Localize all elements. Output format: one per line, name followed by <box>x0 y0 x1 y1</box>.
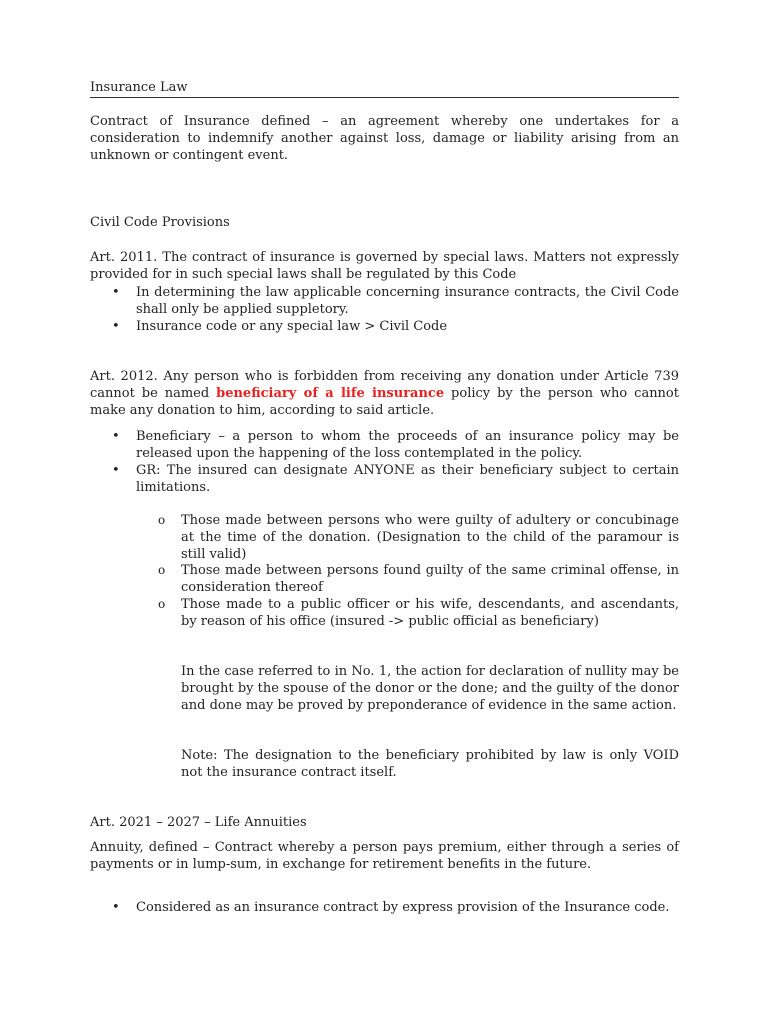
art-2012-text-before: Art. 2012. Any person who is forbidden from receiving any donation under Article 739 cannot be named <box>90 369 679 401</box>
beneficiary-definition: Beneficiary – a person to whom the proceeds of an insurance policy may be released upon the happening of the loss contemplated in the policy. <box>136 429 679 461</box>
art-2011: Art. 2011. The contract of insurance is governed by special laws. Matters not expressly provided for in such special laws shall be regulated by this Code <box>90 250 679 282</box>
bullet-icon: • <box>112 429 120 444</box>
annuities-heading: Art. 2021 – 2027 – Life Annuities <box>90 815 307 830</box>
limitation-3: Those made to a public officer or his wife, descendants, and ascendants, by reason of his office (insured -> public official as beneficiary) <box>181 597 679 629</box>
art-2011-bullet-1: In determining the law applicable concerning insurance contracts, the Civil Code shall only be applied suppletory. <box>136 285 679 317</box>
art-2012 <box>90 368 679 419</box>
bullet-icon: • <box>112 319 120 334</box>
general-rule: GR: The insured can designate ANYONE as their beneficiary subject to certain limitations. <box>136 463 679 495</box>
document-title: Insurance Law <box>90 79 679 98</box>
annuity-definition: Annuity, defined – Contract whereby a person pays premium, either through a series of payments or in lump-sum, in exchange for retirement benefits in the future. <box>90 840 679 872</box>
bullet-icon: • <box>112 463 120 478</box>
bullet-icon: • <box>112 285 120 300</box>
insurance-definition: Contract of Insurance defined – an agreement whereby one undertakes for a consideration to indemnify another against loss, damage or liability arising from an unknown or contingent event. <box>90 114 679 163</box>
nullity-note: In the case referred to in No. 1, the action for declaration of nullity may be brought by the spouse of the donor or the done; and the guilty of the donor and done may be proved by preponderance of evidence in the same action. <box>181 664 679 713</box>
void-note: Note: The designation to the beneficiary prohibited by law is only VOID not the insurance contract itself. <box>181 748 679 780</box>
civil-code-heading: Civil Code Provisions <box>90 215 230 230</box>
art-2012-highlight: beneficiary of a life insurance <box>216 386 445 401</box>
sub-bullet-icon: o <box>158 513 166 527</box>
art-2012-text-after: policy by the person who cannot make any donation to him, according to said article. <box>90 386 679 418</box>
annuity-bullet-1: Considered as an insurance contract by express provision of the Insurance code. <box>136 900 670 915</box>
art-2011-bullet-2: Insurance code or any special law > Civil Code <box>136 319 448 334</box>
limitation-1: Those made between persons who were guilty of adultery or concubinage at the time of the donation. (Designation to the child of the paramour is still valid) <box>181 513 679 562</box>
sub-bullet-icon: o <box>158 597 166 611</box>
sub-bullet-icon: o <box>158 563 166 577</box>
bullet-icon: • <box>112 900 120 915</box>
limitation-2: Those made between persons found guilty of the same criminal offense, in consideration thereof <box>181 563 679 595</box>
